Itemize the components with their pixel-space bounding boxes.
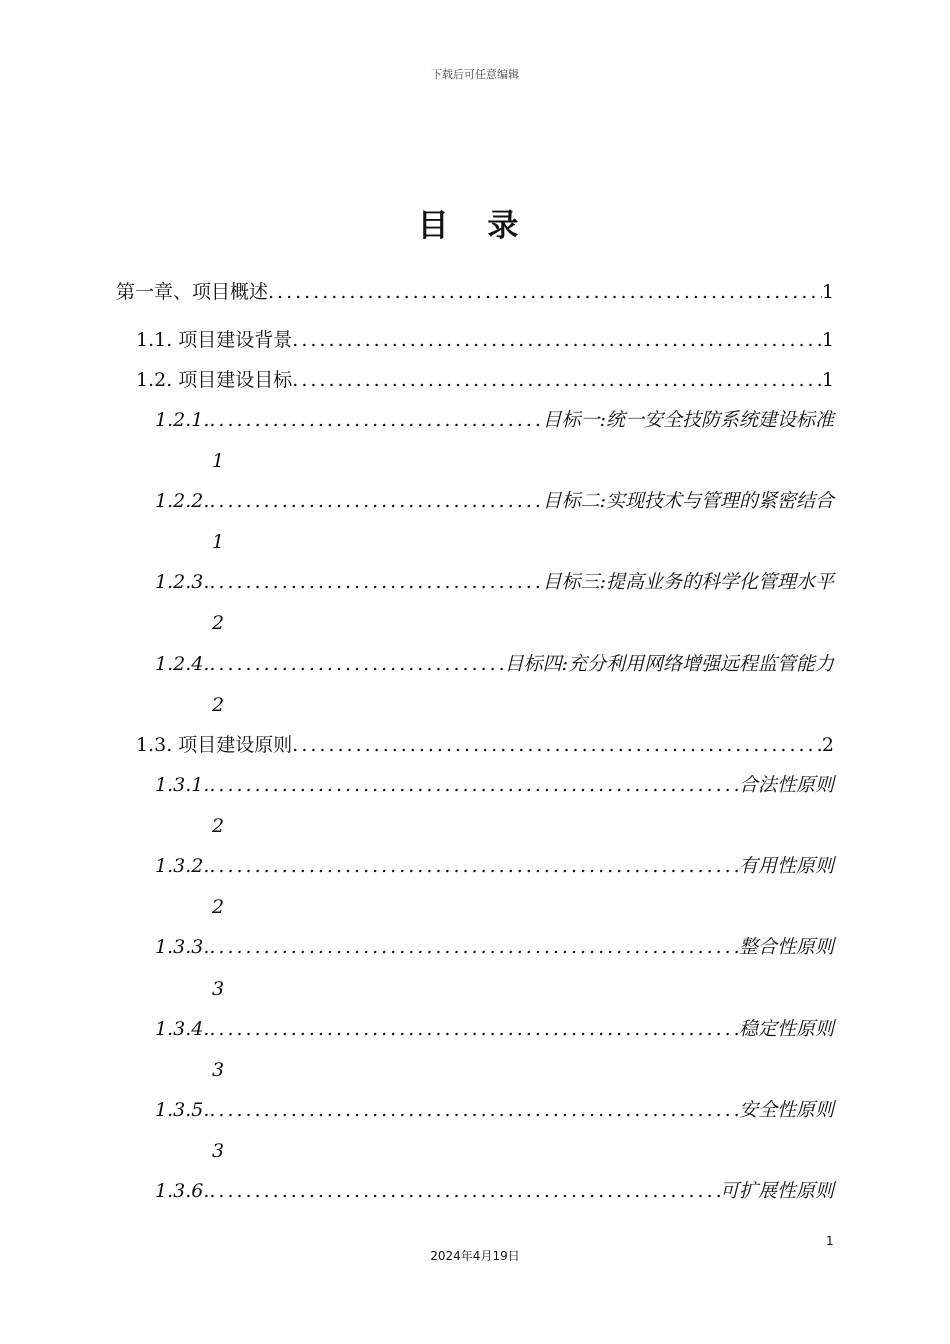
dot-leader xyxy=(292,732,822,758)
dot-leader xyxy=(209,1178,720,1204)
dot-leader xyxy=(268,279,822,305)
toc-page-number: 1 xyxy=(821,281,834,303)
dot-leader xyxy=(292,367,822,393)
toc-page-number: 2 xyxy=(212,694,225,716)
toc-entry-label: 1.3. 项目建设原则 xyxy=(136,734,293,756)
toc-entry-1-3-1[interactable] xyxy=(155,772,834,798)
toc-entry-1-2-1[interactable] xyxy=(155,407,834,433)
dot-leader xyxy=(209,772,739,798)
toc-entry-label: 1.2. 项目建设目标 xyxy=(136,369,293,391)
toc-entry-number: 1.3.3. xyxy=(155,936,210,958)
footer-page-number: 1 xyxy=(826,1234,834,1248)
toc-entry-1-2-2[interactable] xyxy=(155,488,834,514)
toc-entry-number: 1.3.5. xyxy=(155,1099,210,1121)
dot-leader xyxy=(209,1097,739,1123)
toc-entry-number: 1.2.3. xyxy=(155,571,210,593)
toc-entry-1-3-4[interactable] xyxy=(155,1016,834,1042)
toc-entry-label: 目标一:统一安全技防系统建设标准 xyxy=(542,409,834,431)
toc-title: 目 录 xyxy=(417,208,533,244)
toc-page-number: 3 xyxy=(212,1059,225,1081)
toc-entry-1-2-3[interactable] xyxy=(155,569,834,595)
toc-entry-label: 第一章、项目概述 xyxy=(116,281,269,303)
toc-entry-1-1[interactable] xyxy=(136,327,834,353)
toc-page-number: 2 xyxy=(212,612,225,634)
footer-date: 2024年4月19日 xyxy=(430,1249,520,1263)
toc-entry-number: 1.3.2. xyxy=(155,855,210,877)
toc-entry-label: 1.1. 项目建设背景 xyxy=(136,329,293,351)
dot-leader xyxy=(209,1016,739,1042)
dot-leader xyxy=(209,651,504,677)
toc-entry-label: 目标二:实现技术与管理的紧密结合 xyxy=(542,490,834,512)
toc-entry-1-3-3[interactable] xyxy=(155,934,834,960)
toc-entry-label: 可扩展性原则 xyxy=(719,1180,834,1202)
dot-leader xyxy=(209,853,739,879)
toc-entry-label: 目标四:充分利用网络增强远程监管能力 xyxy=(504,653,834,675)
toc-entry-1-3[interactable] xyxy=(136,732,834,758)
toc-page-number: 1 xyxy=(821,329,834,351)
toc-page-number: 1 xyxy=(821,369,834,391)
toc-entry-number: 1.2.2. xyxy=(155,490,210,512)
dot-leader xyxy=(209,488,542,514)
toc-entry-number: 1.2.1. xyxy=(155,409,210,431)
toc-entry-number: 1.3.1. xyxy=(155,774,210,796)
dot-leader xyxy=(209,569,542,595)
toc-entry-label: 有用性原则 xyxy=(738,855,834,877)
toc-page-number: 3 xyxy=(212,1140,225,1162)
toc-entry-number: 1.3.4. xyxy=(155,1018,210,1040)
toc-entry-label: 目标三:提高业务的科学化管理水平 xyxy=(542,571,834,593)
toc-page-number: 1 xyxy=(212,450,225,472)
page-header: 下载后可任意编辑 xyxy=(431,68,519,81)
toc-entry-label: 合法性原则 xyxy=(738,774,834,796)
toc-entry-chapter-1[interactable] xyxy=(116,279,834,305)
toc-page-number: 3 xyxy=(212,978,225,1000)
toc-entry-label: 安全性原则 xyxy=(738,1099,834,1121)
toc-entry-1-3-5[interactable] xyxy=(155,1097,834,1123)
toc-page-number: 1 xyxy=(212,531,225,553)
toc-page-number: 2 xyxy=(821,734,834,756)
dot-leader xyxy=(209,407,542,433)
toc-entry-1-2[interactable] xyxy=(136,367,834,393)
toc-entry-number: 1.3.6. xyxy=(155,1180,210,1202)
dot-leader xyxy=(292,327,822,353)
toc-entry-1-3-6[interactable] xyxy=(155,1178,834,1204)
dot-leader xyxy=(209,934,739,960)
toc-entry-1-3-2[interactable] xyxy=(155,853,834,879)
toc-entry-label: 整合性原则 xyxy=(738,936,834,958)
toc-page-number: 2 xyxy=(212,896,225,918)
toc-entry-number: 1.2.4. xyxy=(155,653,210,675)
toc-entry-1-2-4[interactable] xyxy=(155,651,834,677)
toc-entry-label: 稳定性原则 xyxy=(738,1018,834,1040)
toc-page-number: 2 xyxy=(212,815,225,837)
